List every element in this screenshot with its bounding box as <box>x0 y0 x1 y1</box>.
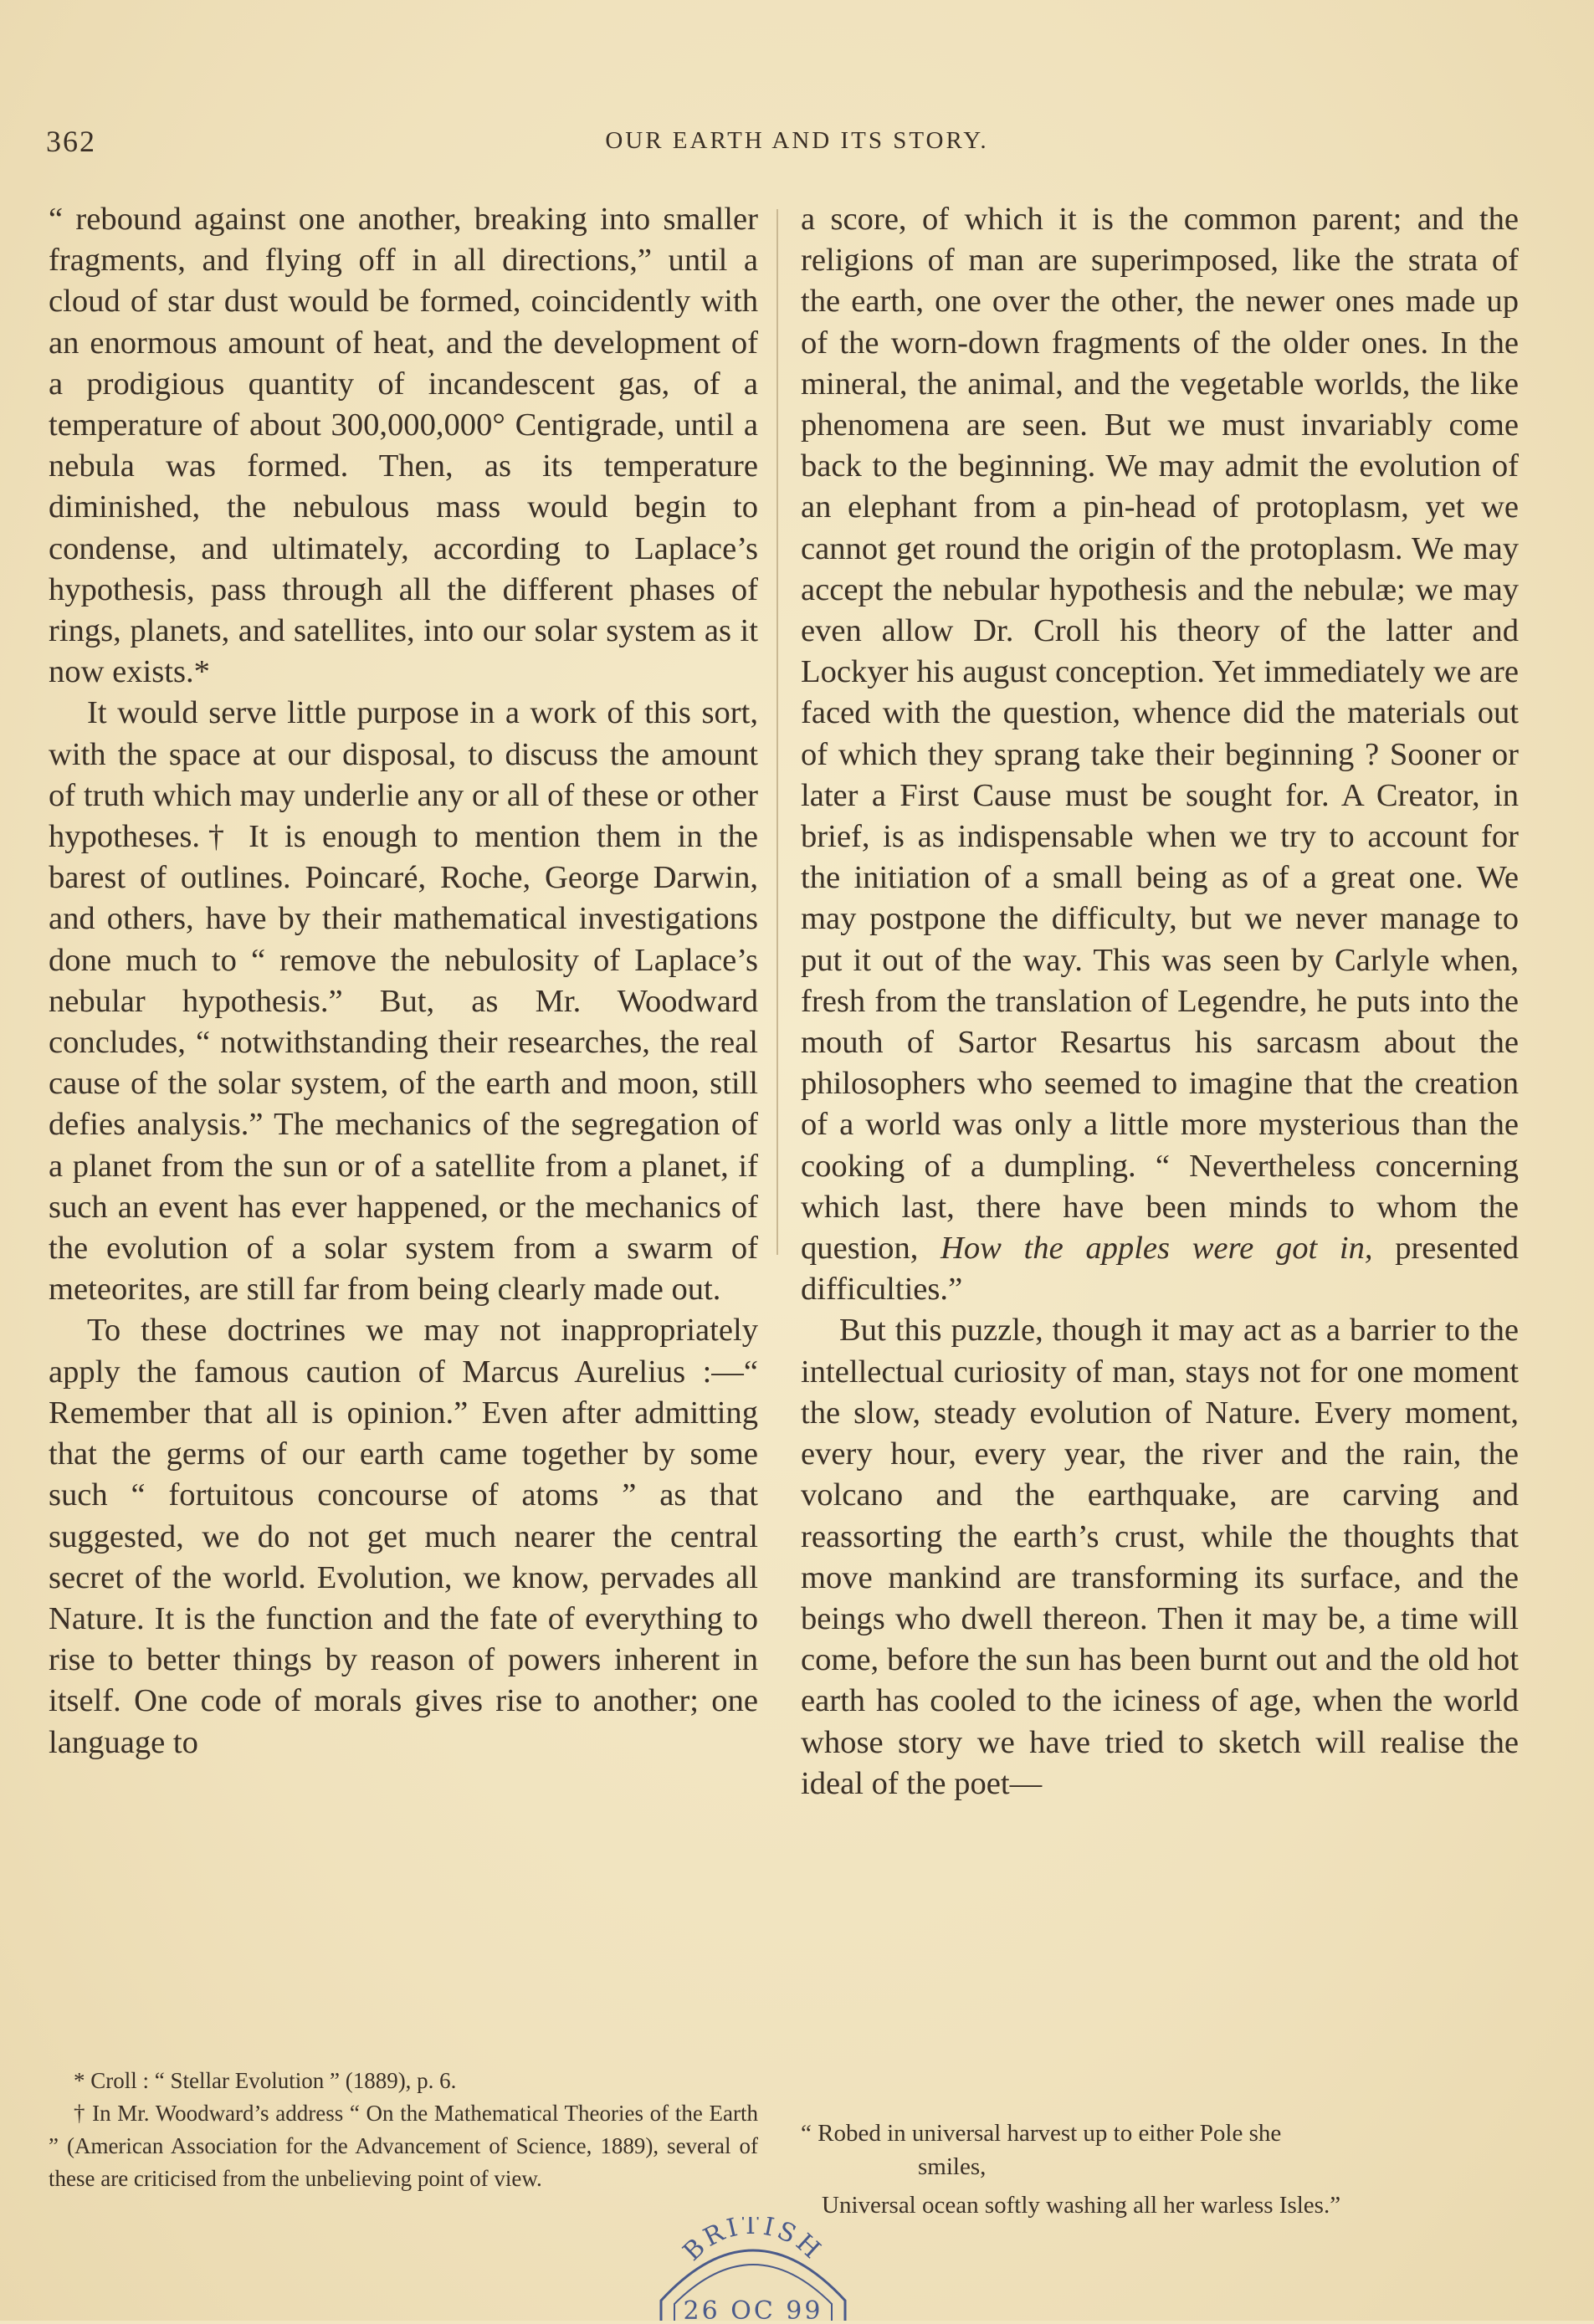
footnote-2: † In Mr. Woodward’s address “ On the Mathematical Theories of the Earth ” (American Association for the Advancement of Science, 1889), several of these are criticised from the unbelieving point of view. <box>49 2101 758 2191</box>
right-paragraph-1-end: presented difficulties.” <box>801 1231 1519 1308</box>
page-number: 362 <box>46 125 96 158</box>
svg-text:BRITISH: BRITISH <box>677 2217 828 2267</box>
running-head <box>46 124 1548 157</box>
footnotes <box>49 2065 758 2195</box>
right-paragraph-1 <box>801 199 1519 1310</box>
poem-line-3: Universal ocean softly washing all her warless Isles.” <box>822 2192 1341 2219</box>
poem-quote <box>801 2117 1519 2222</box>
left-paragraph-2: It would serve little purpose in a work of this sort, with the space at our disposal, to discuss the amount of truth which may underlie any or all of these or other hypotheses.† It is enough to mention them in the barest of outlines. Poincaré, Roche, George Darwin, and others, have by their mathematical investigations done much to “ remove the nebulosity of Laplace’s nebular hypothesis.” But, as Mr. Woodward concludes, “ notwithstanding their researches, the real cause of the solar system, of the earth and moon, still defies analysis.” The mechanics of the segregation of a planet from the sun or of a satellite from a planet, if such an event has ever happened, or the mechanics of the evolution of a solar system from a swarm of meteorites, are still far from being clearly made out. <box>49 695 758 1308</box>
left-paragraph-3: To these doctrines we may not inappropriately apply the famous caution of Marcus Aurelius :—“ Remember that all is opinion.” Even after admitting that the germs of our earth came together by some such “ fortuitous concourse of atoms ” as that suggested, we do not get much nearer the central secret of the world. Evolution, we know, pervades all Nature. It is the function and the fate of everything to rise to better things by reason of powers inherent in itself. One code of morals gives rise to another; one language to <box>49 1313 758 1760</box>
right-column <box>801 199 1519 1804</box>
column-divider <box>776 209 778 1255</box>
right-paragraph-2: But this puzzle, though it may act as a barrier to the intellectual curiosity of man, stays not for one moment the slow, steady evolution of Nature. Every moment, every hour, every year, the river and the rain, the volcano and the earthquake, are carving and reassorting the earth’s crust, while the thoughts that move mankind are transforming its surface, and the beings who dwell thereon. Then it may be, a time will come, before the sun has been burnt out and the old hot earth has cooled to the iciness of age, when the world whose story we have tried to sketch will realise the ideal of the poet— <box>801 1313 1519 1801</box>
right-paragraph-1-italic: How the apples were got in, <box>941 1231 1373 1267</box>
poem-line-2: smiles, <box>918 2153 987 2180</box>
library-stamp <box>644 2217 862 2321</box>
stamp-seal-icon <box>644 2217 862 2321</box>
right-paragraph-1-text: a score, of which it is the common parent; and the religions of man are superimposed, like the strata of the earth, one over the other, the newer ones made up of the worn-down fragments of the older ones. In the mineral, the animal, and the vegetable worlds, the like phenomena are seen. But we must invariably come back to the beginning. We may admit the evolution of an elephant from a pin-head of protoplasm, yet we cannot get round the origin of the protoplasm. We may accept the nebular hypothesis and the nebulæ; we may even allow Dr. Croll his theory of the latter and Lockyer his august conception. Yet immediately we are faced with the question, whence did the materials out of which they sprang take their beginning ? Sooner or later a First Cause must be sought for. A Creator, in brief, is as indispensable when we try to account for the initiation of a small being as of a great one. We may postpone the difficulty, but we never manage to put it out of the way. This was seen by Carlyle when, fresh from the translation of Legendre, he puts into the mouth of Sartor Resartus his sarcasm about the philosophers who seemed to imagine that the creation of a world was only a little more mysterious than the cooking of a dumpling. “ Nevertheless concerning which last, there have been minds to whom the question, <box>801 202 1519 1267</box>
running-title: OUR EARTH AND ITS STORY. <box>605 127 989 154</box>
poem-line-1: “ Robed in universal harvest up to either Pole she <box>801 2120 1282 2147</box>
footnote-1: * Croll : “ Stellar Evolution ” (1889), p. 6. <box>74 2068 457 2093</box>
svg-text:26 OC 99: 26 OC 99 <box>683 2296 823 2321</box>
left-paragraph-1: “ rebound against one another, breaking into smaller fragments, and flying off in all directions,” until a cloud of star dust would be formed, coincidently with an enormous amount of heat, and the development of a prodigious quantity of incandescent gas, of a temperature of about 300,000,000° Centigrade, until a nebula was formed. Then, as its temperature diminished, the nebulous mass would begin to condense, and ultimately, according to Laplace’s hypothesis, pass through all the different phases of rings, planets, and satellites, into our solar system as it now exists.* <box>49 202 758 690</box>
left-column <box>49 199 758 1763</box>
